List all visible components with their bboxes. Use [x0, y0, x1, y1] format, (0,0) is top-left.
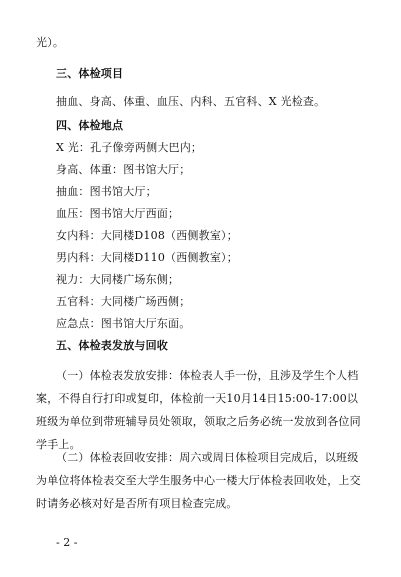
- location-item: X 光：孔子像旁两侧大巴内；: [56, 141, 203, 154]
- location-item: 应急点：图书馆大厅东面。: [56, 317, 191, 330]
- section-heading-exam-locations: 四、体检地点: [56, 119, 124, 132]
- exam-items-text: 抽血、身高、体重、血压、内科、五官科、X 光检查。: [56, 95, 326, 108]
- section-heading-exam-items: 三、体检项目: [56, 67, 124, 80]
- collection-paragraph: （二）体检表回收安排：周六或周日体检项目完成后，以班级为单位将体检表交至大学生服务中心一楼大厅体检表回收处，上交时请务必核对好是否所有项目检查完成。: [36, 451, 361, 510]
- continuation-text: 光）。: [36, 36, 65, 49]
- location-item: 血压：图书馆大厅西面；: [56, 207, 180, 220]
- location-item: 身高、体重：图书馆大厅；: [56, 163, 191, 176]
- distribution-paragraph: （一）体检表发放安排：体检表人手一份，且涉及学生个人档案，不得自行打印或复印，体检前一天10月14日15:00-17:00以班级为单位到带班辅导员处领取，领取之后务必统一发放到各位同学手上。: [36, 369, 361, 451]
- page-number: - 2 -: [56, 536, 78, 549]
- location-item: 女内科：大同楼D108（西侧教室）；: [56, 229, 238, 242]
- location-item: 视力：大同楼广场东侧；: [56, 273, 180, 286]
- location-item: 抽血：图书馆大厅；: [56, 185, 157, 198]
- section-heading-form-distribution: 五、体检表发放与回收: [56, 339, 168, 352]
- location-item: 男内科：大同楼D110（西侧教室）；: [56, 251, 238, 264]
- location-item: 五官科：大同楼广场西侧；: [56, 295, 191, 308]
